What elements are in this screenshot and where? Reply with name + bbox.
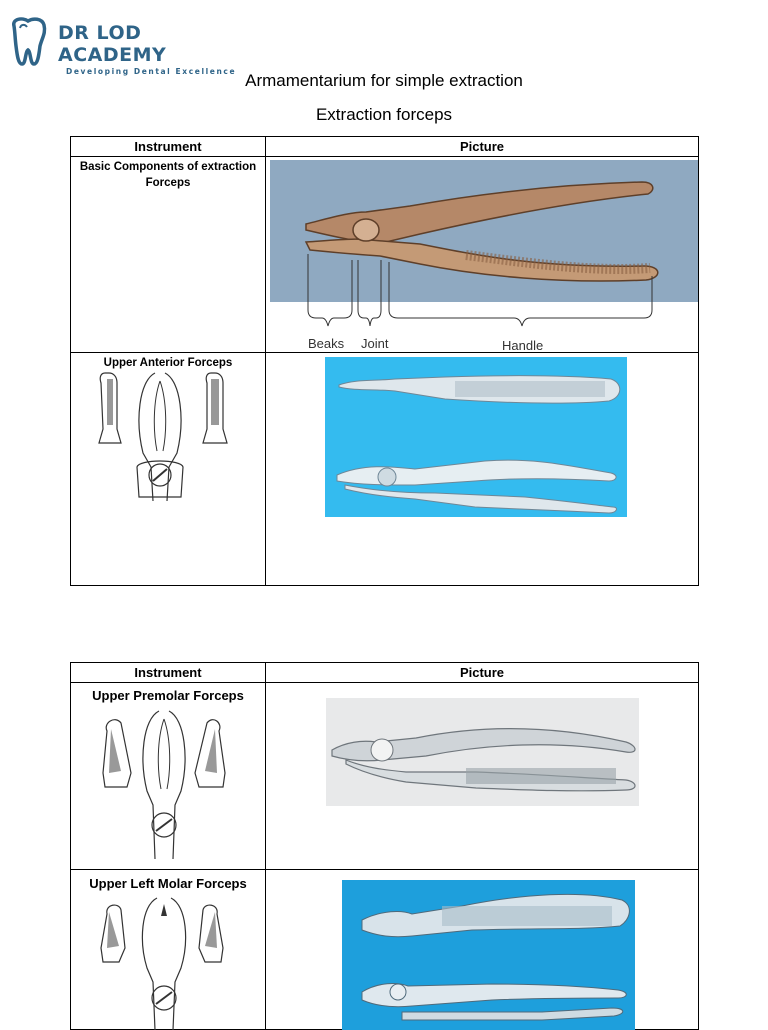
academy-logo: [8, 16, 248, 76]
column-header-picture: Picture: [266, 137, 699, 157]
instrument-name: Basic Components of extraction Forceps: [79, 161, 257, 189]
label-beaks: Beaks: [308, 336, 345, 351]
table-row: [71, 353, 699, 586]
column-header-instrument: Instrument: [71, 137, 266, 157]
instrument-table-2: [70, 662, 699, 1030]
picture-cell: [266, 683, 699, 870]
logo-name: DR LOD ACADEMY: [58, 22, 167, 66]
forceps-components-photo: [270, 160, 698, 352]
upper-anterior-forceps-diagram: [95, 371, 245, 505]
table-row: [71, 870, 699, 1030]
upper-left-molar-forceps-diagram: [89, 896, 249, 1030]
picture-cell: [266, 157, 699, 353]
document-subtitle: Extraction forceps: [315, 105, 453, 124]
upper-premolar-forceps-diagram: [89, 709, 249, 861]
label-joint: Joint: [361, 336, 389, 351]
label-handle: Handle: [502, 338, 544, 352]
upper-left-molar-forceps-photo: [342, 880, 635, 1030]
upper-premolar-forceps-photo: [326, 698, 639, 806]
upper-anterior-forceps-photo: [325, 357, 627, 517]
column-header-picture: Picture: [266, 663, 699, 683]
logo-tagline: Developing Dental Excellence: [66, 67, 237, 76]
instrument-name: Upper Anterior Forceps: [103, 357, 233, 369]
instrument-table-1: [70, 136, 699, 586]
document-title: Armamentarium for simple extraction: [245, 71, 523, 90]
column-header-instrument: Instrument: [71, 663, 266, 683]
table-row: [71, 157, 699, 353]
instrument-name: Upper Left Molar Forceps: [89, 876, 247, 891]
picture-cell: [266, 870, 699, 1030]
picture-cell: [266, 353, 699, 586]
instrument-name: Upper Premolar Forceps: [92, 688, 244, 703]
table-row: [71, 683, 699, 870]
tooth-logo-icon: [8, 16, 54, 68]
